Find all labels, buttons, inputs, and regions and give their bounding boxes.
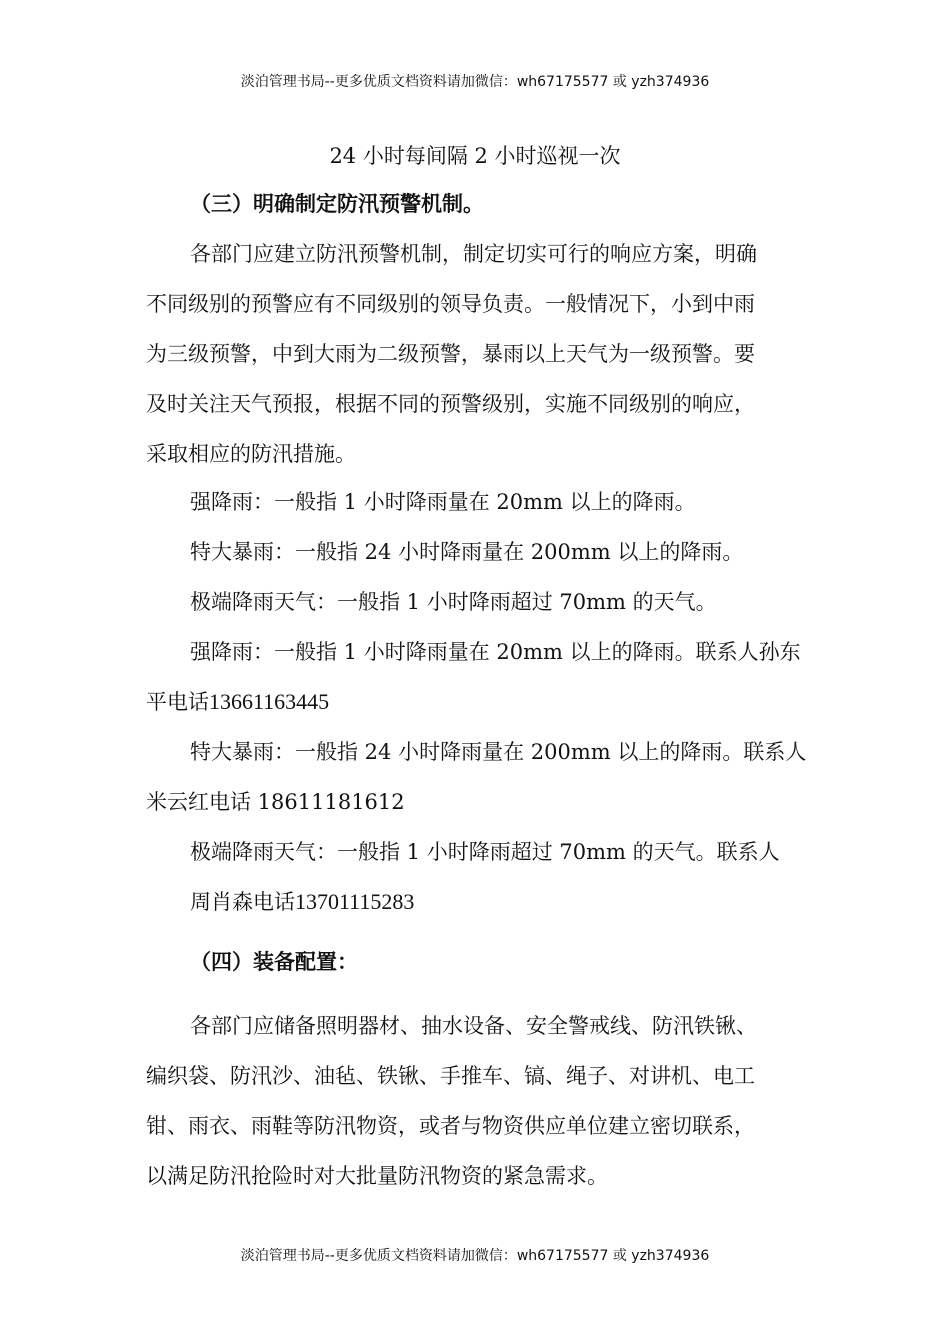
- page-footer: 淡泊管理书局--更多优质文档资料请加微信：wh67175577 或 yzh374936: [240, 1248, 710, 1264]
- paragraph-line: 及时关注天气预报，根据不同的预警级别，实施不同级别的响应，: [146, 392, 755, 416]
- patrol-schedule-line: 24 小时每间隔 2 小时巡视一次: [329, 144, 621, 168]
- paragraph-line: 采取相应的防汛措施。: [146, 442, 356, 466]
- paragraph-line: 各部门应建立防汛预警机制，制定切实可行的响应方案，明确: [190, 242, 757, 266]
- contact-label: 平电话: [146, 690, 209, 714]
- contact-label: 周肖森电话: [190, 890, 295, 914]
- paragraph-line: 编织袋、防汛沙、油毡、铁锹、手推车、镐、绳子、对讲机、电工: [146, 1064, 755, 1088]
- definition-torrential-rain: 特大暴雨：一般指 24 小时降雨量在 200mm 以上的降雨。: [190, 540, 744, 564]
- contact-torrential-rain-line: 特大暴雨：一般指 24 小时降雨量在 200mm 以上的降雨。联系人: [190, 740, 807, 764]
- phone-number: 13701115283: [295, 889, 415, 914]
- paragraph-line: 以满足防汛抢险时对大批量防汛物资的紧急需求。: [146, 1164, 608, 1188]
- contact-extreme-rain-line: 极端降雨天气：一般指 1 小时降雨超过 70mm 的天气。联系人: [190, 840, 780, 864]
- section-heading-3: （三）明确制定防汛预警机制。: [190, 191, 484, 216]
- paragraph-line: 为三级预警，中到大雨为二级预警，暴雨以上天气为一级预警。要: [146, 342, 755, 366]
- contact-heavy-rain-line: 强降雨：一般指 1 小时降雨量在 20mm 以上的降雨。联系人孙东: [190, 640, 801, 664]
- contact-heavy-rain-phone-line: [146, 686, 329, 716]
- page-header: 淡泊管理书局--更多优质文档资料请加微信：wh67175577 或 yzh374936: [240, 74, 710, 90]
- paragraph-line: 不同级别的预警应有不同级别的领导负责。一般情况下，小到中雨: [146, 292, 755, 316]
- definition-extreme-rain: 极端降雨天气：一般指 1 小时降雨超过 70mm 的天气。: [190, 590, 717, 614]
- paragraph-line: 各部门应储备照明器材、抽水设备、安全警戒线、防汛铁锹、: [190, 1014, 757, 1038]
- paragraph-line: 钳、雨衣、雨鞋等防汛物资，或者与物资供应单位建立密切联系，: [146, 1114, 755, 1138]
- section-heading-4: （四）装备配置：: [190, 949, 358, 974]
- phone-number: 13661163445: [209, 689, 330, 714]
- definition-heavy-rain: 强降雨：一般指 1 小时降雨量在 20mm 以上的降雨。: [190, 490, 696, 514]
- contact-extreme-rain-phone-line: [190, 886, 414, 916]
- contact-torrential-rain-phone-line: 米云红电话 18611181612: [146, 790, 405, 814]
